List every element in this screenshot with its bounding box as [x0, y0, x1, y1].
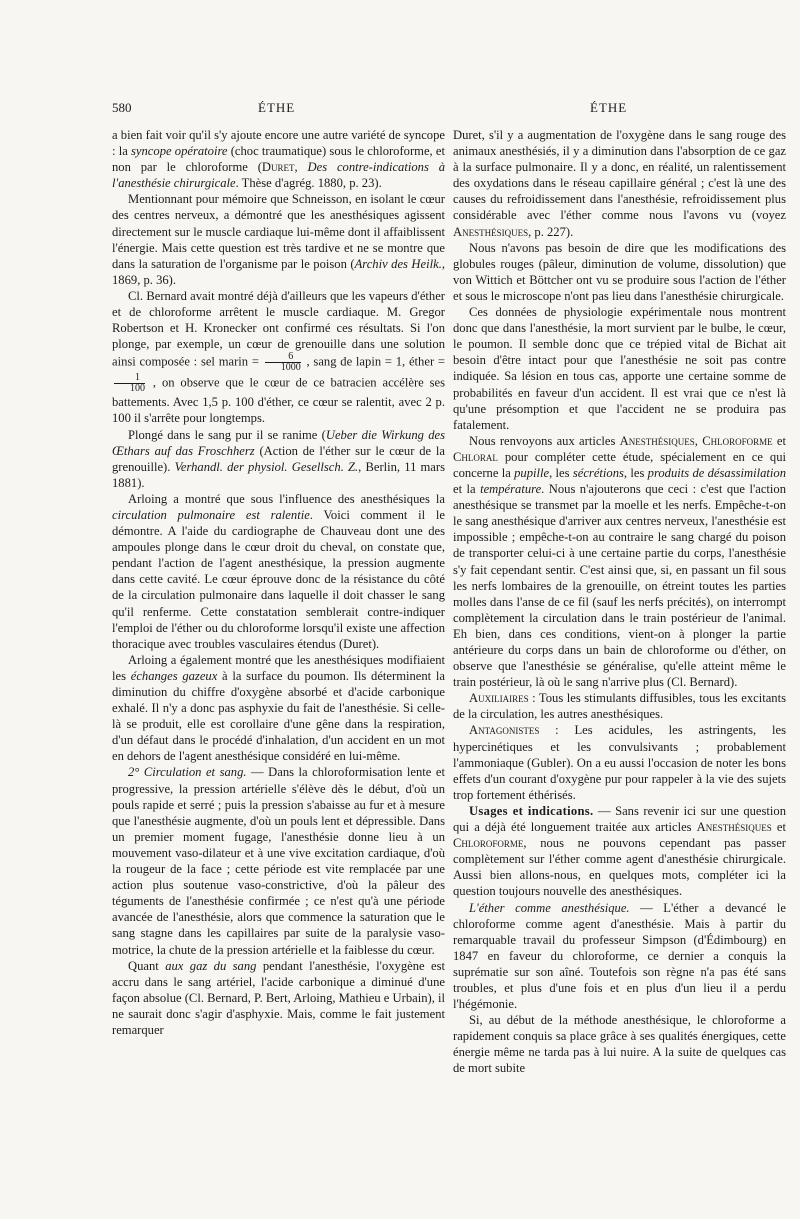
paragraph: Mentionnant pour mémoire que Schneisson, en isolant le cœur des centres nerveux, a démontré que les anesthésiques agissent directement sur le muscle cardiaque lui-même dont il affaiblissent l'énergie. Mais cette question est très tardive et ne se montre que dans la saturation de l'organisme par le poison (Archiv des Heilk., 1869, p. 36). [112, 192, 446, 287]
paragraph: a bien fait voir qu'il s'y ajoute encore une autre variété de syncope : la syncope opératoire (choc traumatique) sous le chloroforme, et non par le chloroforme (Duret, Des contre-indications à l'anesthésie chirurgicale. Thèse d'agrég. 1880, p. 23). [112, 128, 445, 191]
paragraph: Arloing a également montré que les anesthésiques modifiaient les échanges gazeux à la surface du poumon. Ils déterminent la diminution du chiffre d'oxygène absorbé et d'acide carbonique exhalé. Il n'y a donc pas asphyxie du fait de l'anesthésie. Si celle-là se produit, elle est corollaire d'une gêne dans la respiration, d'un défaut dans le procédé d'inhalation, d'un accident en un mot en dehors de l'agent anesthésique considéré en lui-même. [112, 652, 445, 764]
running-head-left: ÉTHE [258, 100, 296, 115]
paragraph: Quant aux gaz du sang pendant l'anesthésie, l'oxygène est accru dans le sang artériel, l'acide carbonique a diminué d'une façon absolue (Cl. Bernard, P. Bert, Arloing, Mathieu e Urbain), il ne saurait donc s'agir d'asphyxie. Mais, comme le fait justement remarquer [112, 958, 445, 1037]
paragraph: Ces données de physiologie expérimentale nous montrent donc que dans l'anesthésie, la mort survient par le bulbe, le cœur, le poumon. Il semble donc que ce trépied vital de Bichat ait besoin d'être intact pour que l'anesthésie ne soit pas contre indiquée. Sa lésion en tous cas, apporte une certaine somme de probabilités en faveur d'un accident. Il est vrai que ce n'est là qu'une présomption et que l'accident ne se produira pas fatalement. [453, 305, 786, 432]
section-ether-anesthesique: L'éther comme anesthésique. — L'éther a devancé le chloroforme comme agent d'anesthésie. Mais à partir du remarquable travail du professeur Simpson (d'Édimbourg) en 1847 en faveur du chloroforme, ce dernier a conquis la suprématie sur son aîné. Toutefois son règne n'a pas été sans troubles, et plus d'une fois et en plus d'un lieu il a perdu l'hégémonie. [453, 900, 786, 1012]
section-circulation: 2° Circulation et sang. — Dans la chloroformisation lente et progressive, la pression artérielle s'élève dès le début, d'où un pouls rapide et serré ; puis la pression s'abaisse au fur et à mesure que l'anesthésie augmente, d'où un pouls lent et dépressible. Dans un premier moment fugage, l'anesthésie donne lieu à un mouvement vaso-dilateur et à une vive excitation cardiaque, d'où la rougeur de la face ; cette période est vite remplacée par une action plus soutenue vaso-constrictive, d'où la pâleur des téguments de l'anesthésie confirmée ; ce n'est qu'à une période avancée de l'anesthésie, alors que commence la saturation que le sang stagne dans les capillaires par suite de la paralysie vaso-motrice, la chute de la pression artérielle et la faiblesse du cœur. [112, 765, 445, 957]
paragraph: Duret, s'il y a augmentation de l'oxygène dans le sang rouge des animaux anesthésiés, il y a diminution dans l'absorption de ce gaz à la surface pulmonaire. Il y a donc, en réalité, un ralentissement des oxydations dans le réseau capillaire général ; c'est là une des causes du refroidissement dans l'anesthésie, refroidissement plus considérable avec l'éther comme nous l'avons vu (voyez Anesthésiques, p. 227). [453, 128, 786, 239]
fraction: $\frac{1}{100}$ [114, 373, 145, 394]
fraction: $\frac{6}{1000}$ [265, 352, 301, 373]
section-antagonistes: Antagonistes : Les acidules, les astringents, les hypercinétiques et les convulsivants ; probablement l'ammoniaque (Gubler). On a eu aussi l'occasion de noter les bons effets d'un courant d'oxygène pur pour rappeler à la vie des sujets trop fortement éthérisés. [453, 723, 786, 802]
paragraph: Arloing a montré que sous l'influence des anesthésiques la circulation pulmonaire est ralentie. Voici comment il le démontre. A l'aide du cardiographe de Chauveau dont une des ampoules plonge dans le cœur droit du cheval, on constate que, pendant l'action de l'agent anesthésique, la pression augmente dans cette cavité. Le cœur éprouve donc de la résistance du côté de la circulation pulmonaire dans laquelle il doit chasser le sang qu'il renferme. Cette constatation semblerait contre-indiquer l'emploi de l'éther ou du chloroforme lorsqu'il existe une affection thoracique avec troubles vasculaires étendus (Duret). [112, 491, 445, 651]
page-number: 580 [112, 100, 132, 115]
page-header [0, 100, 800, 120]
paragraph: Si, au début de la méthode anesthésique, le chloroforme a rapidement conquis sa place grâce à ses qualités énergiques, cette énergie même ne tarda pas à lui nuire. A la suite de quelques cas de mort subite [453, 1013, 786, 1076]
section-usages: Usages et indications. — Sans revenir ici sur une question qui a déjà été longuement traitée aux articles Anesthésiques et Chloroforme, nous ne pouvons cependant pas passer complètement sur l'éther comme agent d'anesthésie chirurgicale. Aussi bien allons-nous, en quelques mots, compléter ici la question toujours nouvelle des anesthésiques. [453, 803, 786, 899]
paragraph: Plongé dans le sang pur il se ranime (Ueber die Wirkung des Œthars auf das Froschherz (Action de l'éther sur le cœur de la grenouille). Verhandl. der physiol. Gesellsch. Z., Berlin, 11 mars 1881). [112, 427, 445, 490]
paragraph: Cl. Bernard avait montré déjà d'ailleurs que les vapeurs d'éther et de chloroforme arrêtent le muscle cardiaque. M. Gregor Robertson et H. Kronecker ont confirmé ces résultats. Si l'on plonge, par exemple, un cœur de grenouille dans une solution ainsi composée : sel marin = $\frac{6}{1000}$ , sang de lapin = 1, éther = $\frac{1}{100}$ , on observe que le cœur de ce batracien accélère ses battements. Avec 1,5 p. 100 d'éther, ce cœur se ralentit, avec 2 p. 100 il s'arrête pour longtemps. [112, 288, 446, 426]
paragraph: Nous renvoyons aux articles Anesthésiques, Chloroforme et Chloral pour compléter cette étude, spécialement en ce qui concerne la pupille, les sécrétions, les produits de désassimilation et la température. Nous n'ajouterons que ceci : c'est que l'action anesthésique se transmet par la moelle et les nerfs. Empêche-t-on le sang anesthésique d'arriver aux centres nerveux, l'anesthésie est impossible ; empêche-t-on au contraire le sang chargé du poison de transporter celui-ci à une certaine partie du corps, l'anesthésie s'y fait cependant sentir. C'est ainsi que, si, en passant un fil sous les nerfs lombaires de la grenouille, on étreint toutes les parties molles dans l'anse de ce fil (sauf les nerfs précités), on interrompt complètement la circulation dans le train postérieur de l'animal. Eh bien, dans ces conditions, vient-on à plonger la partie antérieure du corps dans un bain de chloroforme ou d'éther, on observe que l'anesthésie se généralise, qu'elle atteint même le train postérieur, là où le sang n'arrive plus (Cl. Bernard). [453, 433, 787, 690]
section-auxiliaires: Auxiliaires : Tous les stimulants diffusibles, tous les excitants de la circulation, les autres anesthésiques. [453, 691, 786, 722]
paragraph: Nous n'avons pas besoin de dire que les modifications des globules rouges (pâleur, diminution de volume, dissolution) que von Wittich et Böttcher ont vu se produire sous l'action de l'éther et sous le microscope n'ont pas lieu dans l'anesthésie chirurgicale. [453, 240, 786, 303]
right-column [453, 127, 786, 1077]
left-column [112, 127, 445, 1038]
running-head-right: ÉTHE [590, 100, 628, 115]
